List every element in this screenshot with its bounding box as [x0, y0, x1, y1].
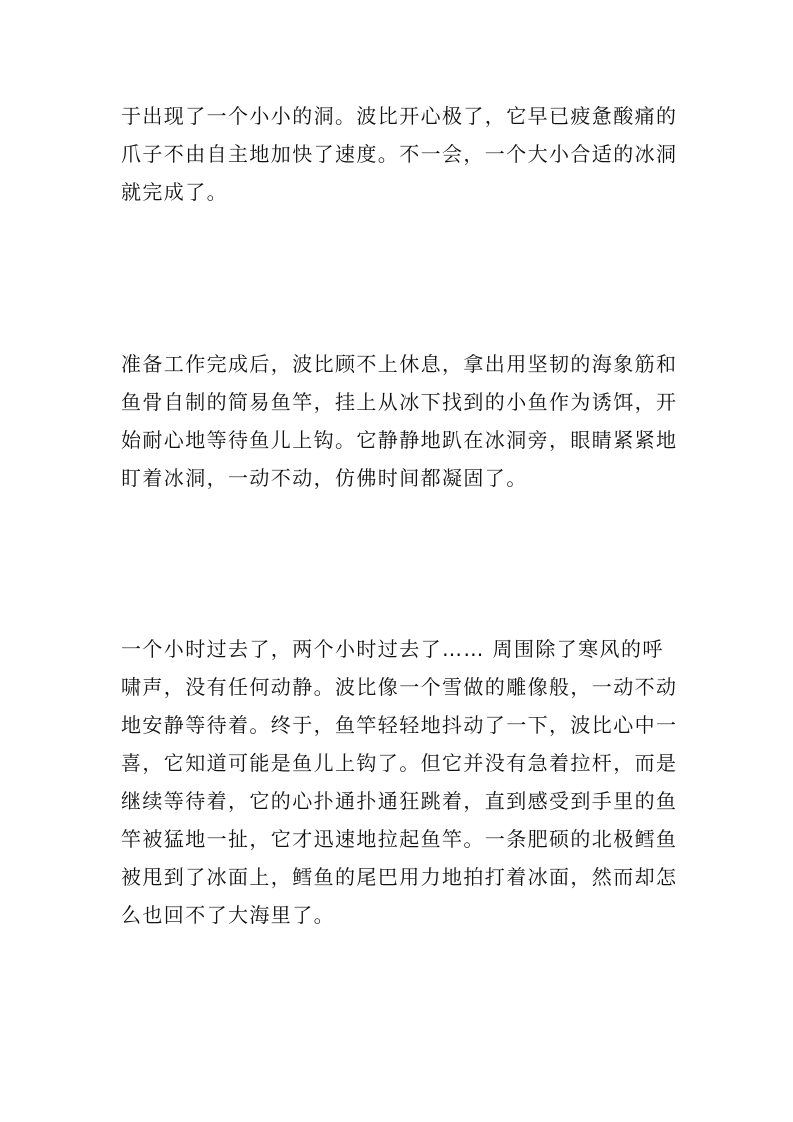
text-line: 喜，它知道可能是鱼儿上钩了。但它并没有急着拉杆，而是: [121, 751, 678, 775]
text-line: 爪子不由自主地加快了速度。不一会，一个大小合适的冰洞: [121, 142, 678, 166]
text-line: 始耐心地等待鱼儿上钩。它静静地趴在冰洞旁，眼睛紧紧地: [121, 428, 678, 452]
text-line: 就完成了。: [121, 180, 228, 204]
paragraph-3: [121, 630, 681, 934]
text-line: 被甩到了冰面上，鳕鱼的尾巴用力地拍打着冰面，然而却怎: [121, 865, 678, 889]
text-line: 竿被猛地一扯，它才迅速地拉起鱼竿。一条肥硕的北极鳕鱼: [121, 827, 678, 851]
text-line: 么也回不了大海里了。: [121, 903, 335, 927]
text-line: 地安静等待着。终于，鱼竿轻轻地抖动了一下，波比心中一: [121, 713, 678, 737]
text-line: 一个小时过去了，两个小时过去了…… 周围除了寒风的呼: [121, 637, 664, 661]
text-line: 于出现了一个小小的洞。波比开心极了，它早已疲惫酸痛的: [121, 104, 678, 128]
text-line: 鱼骨自制的简易鱼竿，挂上从冰下找到的小鱼作为诱饵，开: [121, 390, 678, 414]
text-line: 盯着冰洞，一动不动，仿佛时间都凝固了。: [121, 466, 528, 490]
text-line: 准备工作完成后，波比顾不上休息，拿出用坚韧的海象筋和: [121, 352, 678, 376]
text-line: 啸声，没有任何动静。波比像一个雪做的雕像般，一动不动: [121, 675, 678, 699]
text-line: 继续等待着，它的心扑通扑通狂跳着，直到感受到手里的鱼: [121, 789, 678, 813]
paragraph-1: [121, 97, 681, 211]
paragraph-2: [121, 345, 681, 497]
